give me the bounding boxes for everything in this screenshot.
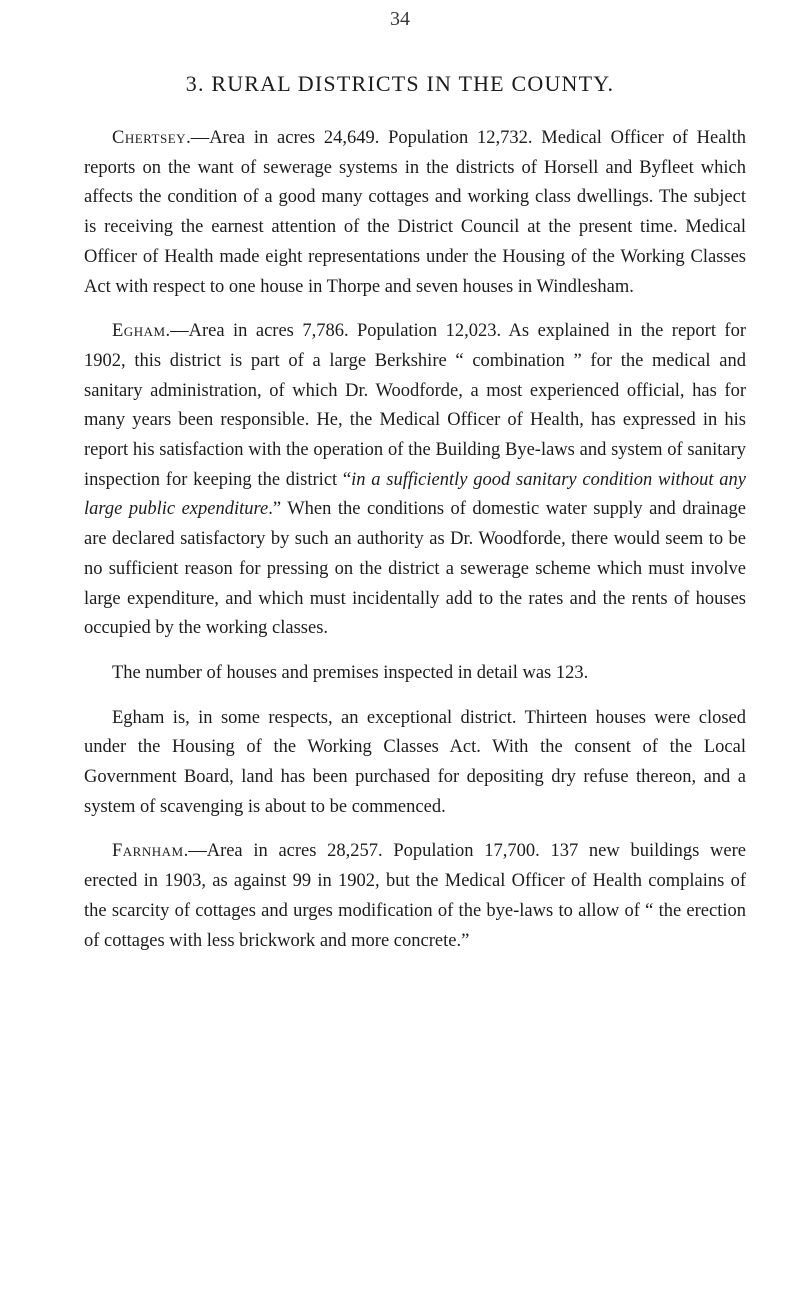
egham-text-b: .” When the conditions of domestic water supply and drainage are declared satisfactory by such an authority as Dr. Woodforde, there would seem to be no sufficient reason for pressing on the district a sewerage scheme which must involve large expenditure, and which must incidentally add to the rates and the rents of houses occupied by the working classes. (84, 499, 746, 639)
egham-text-a: .—Area in acres 7,786. Population 12,023. As explained in the report for 1902, this district is part of a large Berkshire “ combination ” for the medical and sanitary administration, of which Dr. Woodforde, a most experienced official, has for many years been responsible. He, the Medical Officer of Health, has expressed in his report his satisfaction with the operation of the Building Bye-laws and system of sanitary inspection for keeping the district “ (84, 321, 746, 490)
chertsey-text: .—Area in acres 24,649. Population 12,732. Medical Officer of Health reports on the want of sewerage systems in the districts of Horsell and Byfleet which affects the condition of a good many cottages and working class dwellings. The subject is receiving the earnest attention of the District Council at the present time. Medical Officer of Health made eight representations under the Housing of the Working Classes Act with respect to one house in Thorpe and seven houses in Windlesham. (84, 128, 746, 297)
district-name-farnham: Farnham (112, 841, 184, 862)
page-number: 34 (390, 8, 410, 30)
district-name-egham: Egham (112, 321, 166, 342)
section-heading: 3. RURAL DISTRICTS IN THE COUNTY. (185, 71, 615, 96)
farnham-text: .—Area in acres 28,257. Population 17,700. 137 new buildings were erected in 1903, as against 99 in 1902, but the Medical Officer of Health complains of the scarcity of cottages and urges modification of the bye-laws to allow of “ the erection of cottages with less brickwork and more concrete.” (84, 841, 746, 951)
paragraph-egham-exceptional: Egham is, in some respects, an exceptional district. Thirteen houses were closed under the Housing of the Working Classes Act. With the consent of the Local Government Board, land has been purchased for depositing dry refuse thereon, and a system of scavenging is about to be commenced. (84, 707, 746, 817)
paragraph-egham (84, 317, 746, 644)
paragraph-egham-inspected: The number of houses and premises inspected in detail was 123. (112, 662, 589, 683)
paragraph-farnham (84, 837, 746, 956)
document-body (84, 124, 746, 971)
district-name-chertsey: Chertsey (112, 128, 187, 148)
paragraph-chertsey (84, 124, 746, 302)
egham-quote: in a sufficiently good sanitary condition without any large public expenditure (84, 469, 746, 520)
